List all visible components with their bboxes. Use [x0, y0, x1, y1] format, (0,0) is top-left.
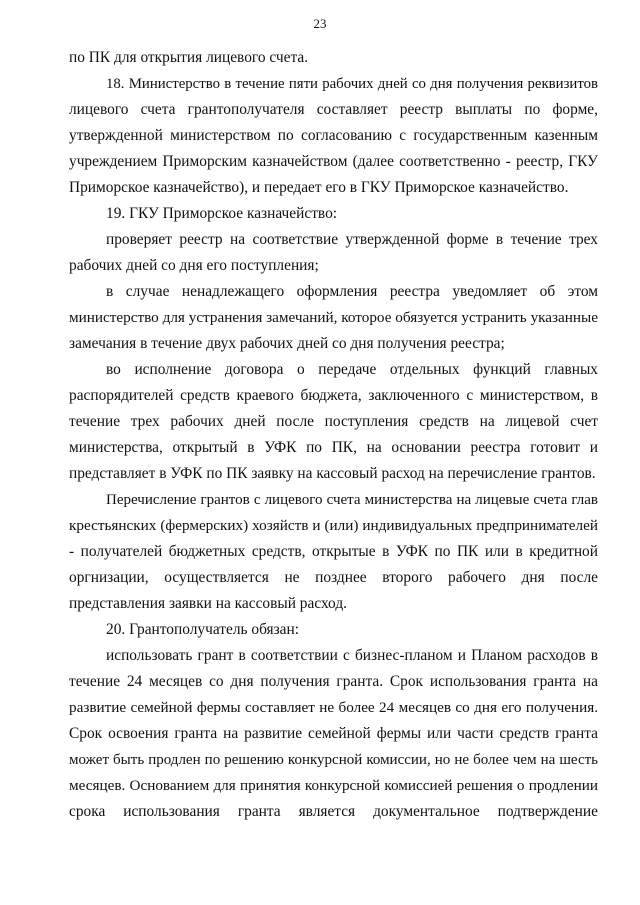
text-line: распорядителей средств краевого бюджета, заключенного с министерством, в: [69, 387, 598, 404]
text-line: утвержденной министерством по согласованию с государственным казенным: [69, 127, 598, 144]
text-line: представляет в УФК по ПК заявку на кассовый расход на перечисление грантов.: [69, 465, 596, 482]
text-line: срока использования гранта является документальное подтверждение: [69, 803, 598, 820]
text-line: представления заявки на кассовый расход.: [69, 595, 347, 612]
text-line: Приморское казначейство), и передает его в ГКУ Приморское казначейство.: [69, 179, 569, 196]
text-line: 20. Грантополучатель обязан:: [106, 621, 300, 638]
text-line: министерство для устранения замечаний, которое обязуется устранить указанные: [69, 309, 598, 326]
text-line: оргнизации, осуществляется не позднее второго рабочего дня после: [69, 569, 598, 586]
text-line: в случае ненадлежащего оформления реестра уведомляет об этом: [106, 283, 598, 300]
text-line: может быть продлен по решению конкурсной комиссии, но не более чем на шесть: [69, 752, 598, 768]
text-line: течение трех рабочих дней после поступления средств на лицевой счет: [69, 413, 598, 430]
text-line: 19. ГКУ Приморское казначейство:: [106, 205, 338, 222]
text-line: Перечисление грантов с лицевого счета министерства на лицевые счета глав: [106, 492, 598, 508]
text-line: течение 24 месяцев со дня получения гранта. Срок использования гранта на: [69, 673, 598, 690]
text-line: 18. Министерство в течение пяти рабочих дней со дня получения реквизитов: [106, 76, 598, 92]
text-line: рабочих дней со дня его поступления;: [69, 257, 319, 274]
text-line: Срок освоения гранта на развитие семейной фермы или части средств гранта: [69, 725, 598, 742]
text-line: развитие семейной фермы составляет не более 24 месяцев со дня его получения.: [69, 699, 598, 716]
text-line: учреждением Приморским казначейством (далее соответственно - реестр, ГКУ: [69, 153, 598, 170]
text-line: крестьянских (фермерских) хозяйств и (или) индивидуальных предпринимателей: [69, 517, 598, 534]
text-line: во исполнение договора о передаче отдельных функций главных: [106, 361, 598, 378]
text-line: министерства, открытый в УФК по ПК, на основании реестра готовит и: [69, 439, 598, 456]
text-line: проверяет реестр на соответствие утвержденной форме в течение трех: [106, 231, 598, 248]
page-number: 23: [313, 16, 327, 31]
text-line: месяцев. Основанием для принятия конкурсной комиссией решения о продлении: [69, 777, 598, 794]
text-line: лицевого счета грантополучателя составляет реестр выплаты по форме,: [69, 101, 598, 118]
text-line: замечания в течение двух рабочих дней со дня получения реестра;: [69, 335, 505, 352]
text-line: по ПК для открытия лицевого счета.: [69, 49, 309, 66]
text-line: использовать грант в соответствии с бизнес-планом и Планом расходов в: [106, 647, 598, 664]
text-line: - получателей бюджетных средств, открытые в УФК по ПК или в кредитной: [69, 543, 598, 560]
